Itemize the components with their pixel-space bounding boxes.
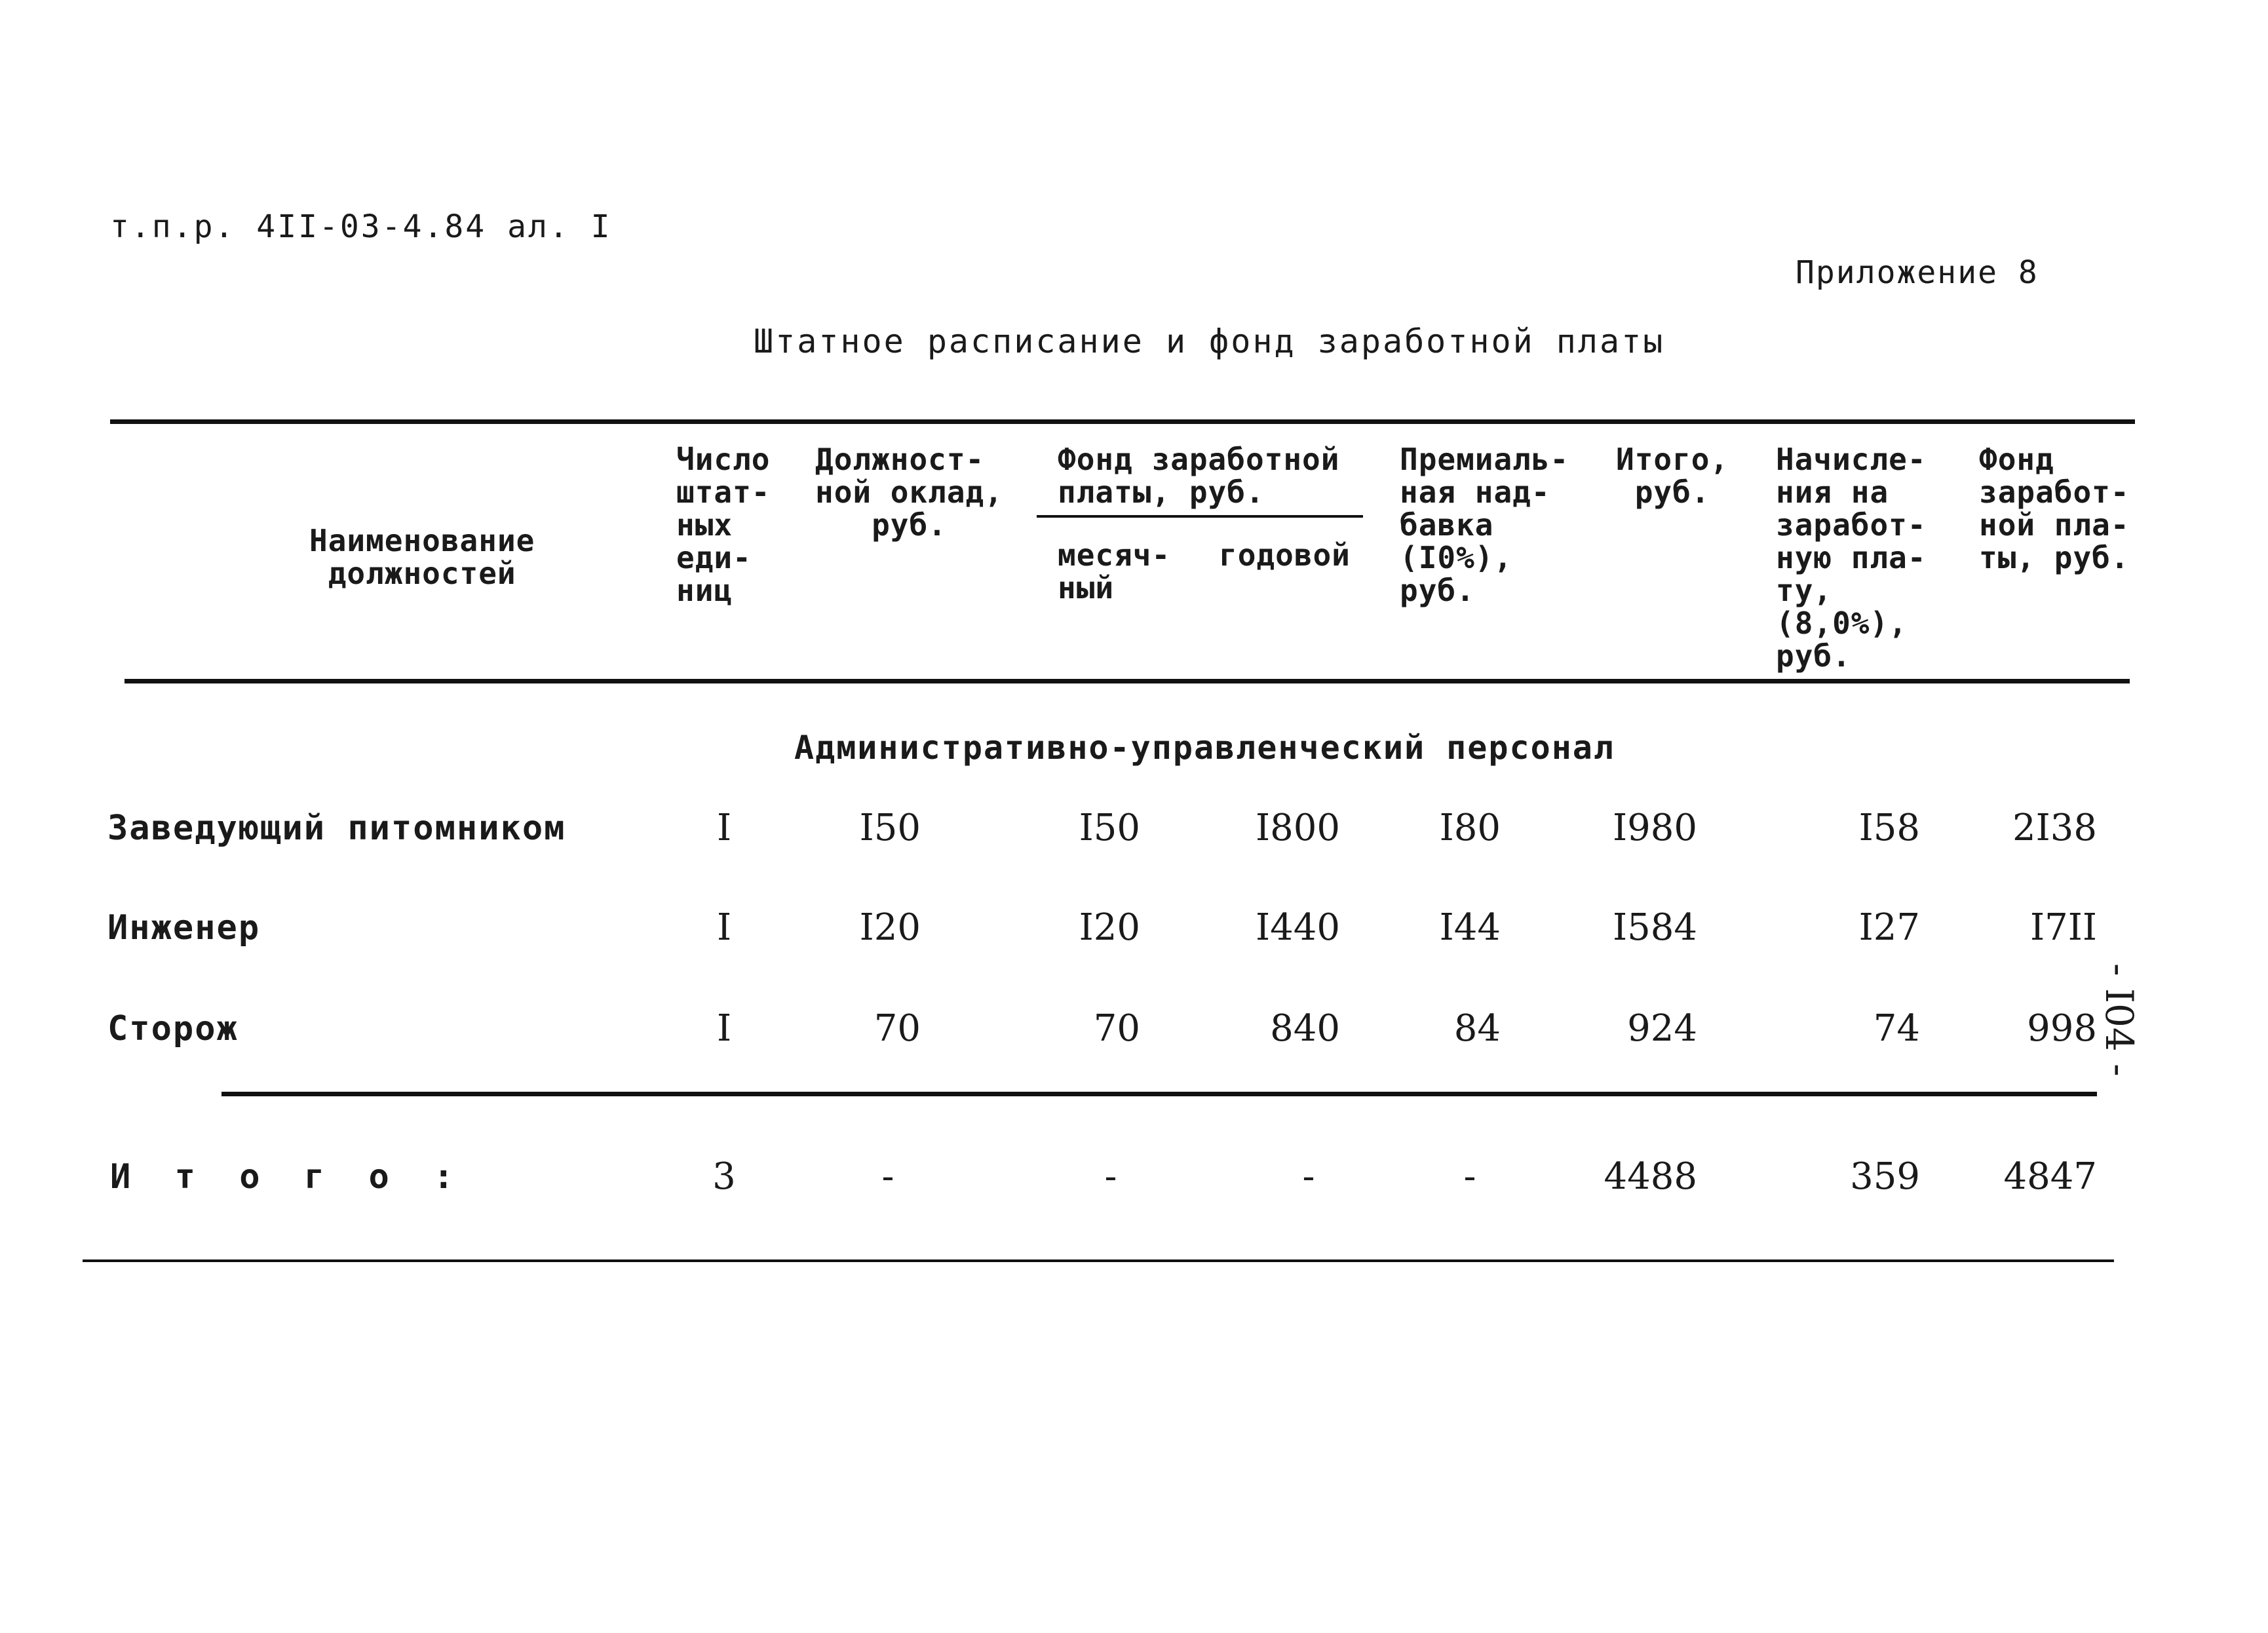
document-reference: т.п.р. 4II-03-4.84 ал. I	[110, 208, 612, 245]
row-1-salary: I50	[859, 807, 921, 849]
totals-separator-rule	[221, 1092, 2097, 1096]
totals-count: 3	[712, 1155, 736, 1198]
col-header-name: Наименование должностей	[309, 523, 535, 591]
row-3-total: 924	[1627, 1007, 1697, 1050]
totals-monthly: -	[1104, 1155, 1117, 1198]
totals-label: И т о г о :	[110, 1157, 466, 1197]
appendix-label: Приложение 8	[1796, 254, 2039, 291]
totals-charges: 359	[1850, 1155, 1920, 1198]
col-header-monthly: месяч- ный	[1058, 537, 1171, 605]
row-2-total: I584	[1612, 906, 1697, 949]
row-2-wage-fund: I7II	[2030, 906, 2097, 949]
row-1-name: Заведующий питомником	[107, 809, 566, 848]
row-3-wage-fund: 998	[2027, 1007, 2097, 1050]
row-3-monthly: 70	[1093, 1007, 1140, 1050]
totals-annual: -	[1302, 1155, 1315, 1198]
totals-salary: -	[881, 1155, 894, 1198]
row-1-total: I980	[1612, 807, 1697, 849]
row-1-annual: I800	[1255, 807, 1340, 849]
table-top-rule	[110, 419, 2135, 424]
row-3-name: Сторож	[107, 1009, 239, 1048]
row-1-monthly: I50	[1079, 807, 1140, 849]
col-header-bonus: Премиаль- ная над- бавка (I0%), руб.	[1400, 442, 1569, 608]
row-2-salary: I20	[859, 906, 921, 949]
header-bottom-rule	[125, 679, 2130, 683]
fund-subheader-rule	[1037, 515, 1363, 518]
col-header-total: Итого, руб.	[1616, 442, 1729, 510]
row-2-name: Инженер	[107, 908, 261, 948]
col-header-wage-fund: Фонд заработ- ной пла- ты, руб.	[1979, 442, 2130, 575]
row-2-annual: I440	[1255, 906, 1340, 949]
row-2-bonus: I44	[1439, 906, 1501, 949]
row-2-charges: I27	[1858, 906, 1920, 949]
row-1-wage-fund: 2I38	[2012, 807, 2097, 849]
row-3-salary: 70	[874, 1007, 921, 1050]
page-number: - I04 -	[2097, 963, 2142, 1077]
table-bottom-rule	[83, 1259, 2114, 1262]
col-header-count: Число штат- ных еди- ниц	[676, 442, 771, 608]
totals-bonus: -	[1463, 1155, 1476, 1198]
row-3-bonus: 84	[1453, 1007, 1501, 1050]
col-header-fund: Фонд заработной платы, руб.	[1058, 442, 1340, 510]
col-header-annual: годовой	[1219, 537, 1351, 573]
row-1-bonus: I80	[1439, 807, 1501, 849]
page-title: Штатное расписание и фонд заработной платы	[754, 322, 1665, 360]
totals-total: 4488	[1604, 1155, 1697, 1198]
row-3-charges: 74	[1873, 1007, 1920, 1050]
row-1-count: I	[716, 807, 732, 849]
col-header-charges: Начисле- ния на заработ- ную пла- ту, (8,0%), руб.	[1776, 442, 1927, 674]
totals-wage-fund: 4847	[2003, 1155, 2097, 1198]
row-3-count: I	[716, 1007, 732, 1050]
row-2-monthly: I20	[1079, 906, 1140, 949]
row-1-charges: I58	[1858, 807, 1920, 849]
row-2-count: I	[716, 906, 732, 949]
section-title: Административно-управленческий персонал	[794, 729, 1615, 767]
row-3-annual: 840	[1270, 1007, 1340, 1050]
col-header-salary: Должност- ной оклад, руб.	[815, 442, 1003, 543]
